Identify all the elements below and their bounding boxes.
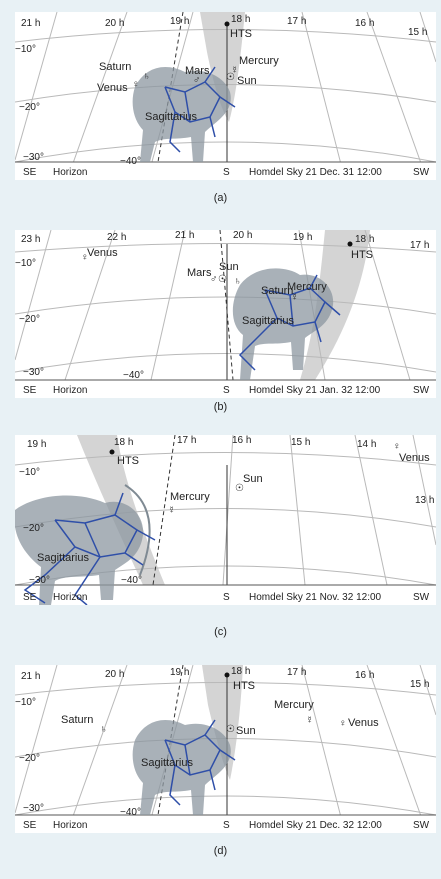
sky-chart-a <box>15 12 436 180</box>
mercury-icon: ☿ <box>291 292 299 303</box>
mars-icon: ♂ <box>193 75 201 86</box>
object-label-venus: Venus <box>87 247 118 259</box>
hts-label: HTS <box>351 249 373 261</box>
venus-icon: ♀ <box>81 252 89 263</box>
ra-label: 16 h <box>355 18 375 29</box>
chart-footer <box>23 820 430 831</box>
dec-label: −20° <box>19 753 40 764</box>
ra-label: 20 h <box>233 230 253 241</box>
mars-icon: ♂ <box>210 274 218 285</box>
chart-footer <box>23 167 430 178</box>
hts-marker <box>348 242 353 247</box>
chart-footer <box>23 385 430 396</box>
footer-direction-right: SW <box>413 167 430 178</box>
mercury-icon: ☿ <box>231 65 239 76</box>
dec-label: −10° <box>15 697 36 708</box>
object-label-venus: Venus <box>399 452 430 464</box>
ra-label: 16 h <box>232 435 252 446</box>
ra-label: 20 h <box>105 18 125 29</box>
mercury-icon: ☿ <box>168 505 176 516</box>
footer-direction-left: SE <box>23 820 37 831</box>
sky-chart-d <box>15 665 436 833</box>
ra-label: 19 h <box>27 439 47 450</box>
footer-direction-right: SW <box>413 820 430 831</box>
dec-label: −30° <box>29 575 50 586</box>
sun-icon: ☉ <box>226 72 235 83</box>
ra-label: 19 h <box>170 16 190 27</box>
sun-icon: ☉ <box>218 274 227 285</box>
panel-caption-d: (d) <box>213 845 228 857</box>
ra-label: 21 h <box>175 230 195 241</box>
hts-marker <box>225 673 230 678</box>
ra-label: 15 h <box>410 679 430 690</box>
footer-info: Homdel Sky 21 Nov. 32 12:00 <box>249 592 382 603</box>
object-label-mercury: Mercury <box>274 699 314 711</box>
saturn-icon: ♄ <box>143 71 151 82</box>
chart-footer <box>23 592 430 603</box>
hts-label: HTS <box>233 680 255 692</box>
ra-label: 14 h <box>357 439 377 450</box>
venus-icon: ♀ <box>339 718 347 729</box>
ra-label: 18 h <box>231 14 251 25</box>
ra-label: 13 h <box>415 495 435 506</box>
saturn-icon: ♄ <box>100 724 108 735</box>
sky-chart-panel-a <box>15 12 436 180</box>
ra-label: 19 h <box>293 232 313 243</box>
object-label-mars: Mars <box>185 65 210 77</box>
dec-label: −20° <box>19 314 40 325</box>
dec-label: −40° <box>120 807 141 818</box>
hts-marker <box>225 22 230 27</box>
ra-label: 21 h <box>21 671 41 682</box>
footer-horizon: Horizon <box>53 385 88 396</box>
footer-info: Homdel Sky 21 Dec. 32 12:00 <box>249 820 382 831</box>
sky-chart-panel-d <box>15 665 436 833</box>
object-label-venus: Venus <box>97 82 128 94</box>
sky-chart-panel-c <box>15 435 436 605</box>
footer-direction-center: S <box>223 167 230 178</box>
ra-label: 18 h <box>231 666 251 677</box>
sky-chart-c <box>15 435 436 605</box>
ra-label: 17 h <box>287 667 307 678</box>
ra-label: 19 h <box>170 667 190 678</box>
hts-marker <box>110 450 115 455</box>
constellation-label: Sagittarius <box>37 552 89 564</box>
sun-icon: ☉ <box>235 483 244 494</box>
object-label-mercury: Mercury <box>239 55 279 67</box>
footer-direction-center: S <box>223 592 230 603</box>
dec-label: −40° <box>121 575 142 586</box>
footer-direction-left: SE <box>23 167 37 178</box>
panel-caption-a: (a) <box>213 192 228 204</box>
dec-label: −20° <box>23 523 44 534</box>
sky-chart-panel-b <box>15 230 436 398</box>
ra-label: 21 h <box>21 18 41 29</box>
dec-label: −20° <box>19 102 40 113</box>
venus-icon: ♀ <box>132 79 140 90</box>
ra-label: 18 h <box>114 437 134 448</box>
footer-direction-right: SW <box>413 385 430 396</box>
object-label-saturn: Saturn <box>61 714 94 726</box>
object-label-sun: Sun <box>243 473 263 485</box>
constellation-label: Sagittarius <box>141 757 193 769</box>
footer-horizon: Horizon <box>53 592 88 603</box>
footer-direction-center: S <box>223 385 230 396</box>
ra-label: 22 h <box>107 232 127 243</box>
dec-label: −30° <box>23 367 44 378</box>
footer-horizon: Horizon <box>53 820 88 831</box>
saturn-icon: ♄ <box>234 276 242 287</box>
dec-label: −30° <box>23 152 44 163</box>
object-label-mercury: Mercury <box>287 281 327 293</box>
ra-label: 15 h <box>408 27 428 38</box>
ra-label: 17 h <box>177 435 197 446</box>
ra-label: 18 h <box>355 234 375 245</box>
footer-info: Homdel Sky 21 Jan. 32 12:00 <box>249 385 381 396</box>
ra-label: 15 h <box>291 437 311 448</box>
footer-direction-right: SW <box>413 592 430 603</box>
object-label-venus: Venus <box>348 717 379 729</box>
mercury-icon: ☿ <box>306 715 314 726</box>
object-label-sun: Sun <box>237 75 257 87</box>
ra-label: 17 h <box>287 16 307 27</box>
footer-direction-left: SE <box>23 592 37 603</box>
hts-label: HTS <box>117 455 139 467</box>
footer-horizon: Horizon <box>53 167 88 178</box>
ra-label: 17 h <box>410 240 430 251</box>
object-label-sun: Sun <box>236 725 256 737</box>
ra-label: 20 h <box>105 669 125 680</box>
panel-caption-c: (c) <box>214 626 227 638</box>
panel-caption-b: (b) <box>213 401 228 413</box>
dec-label: −30° <box>23 803 44 814</box>
object-label-saturn: Saturn <box>261 285 294 297</box>
footer-info: Homdel Sky 21 Dec. 31 12:00 <box>249 167 382 178</box>
dec-label: −10° <box>19 467 40 478</box>
constellation-label: Sagittarius <box>145 111 197 123</box>
hts-label: HTS <box>230 28 252 40</box>
footer-direction-left: SE <box>23 385 37 396</box>
object-label-mars: Mars <box>187 267 212 279</box>
footer-direction-center: S <box>223 820 230 831</box>
ra-label: 23 h <box>21 234 41 245</box>
dec-label: −40° <box>123 370 144 381</box>
sun-icon: ☉ <box>226 724 235 735</box>
sky-chart-b <box>15 230 436 398</box>
object-label-saturn: Saturn <box>99 61 132 73</box>
object-label-sun: Sun <box>219 261 239 273</box>
ra-label: 16 h <box>355 670 375 681</box>
venus-icon: ♀ <box>393 441 401 452</box>
object-label-mercury: Mercury <box>170 491 210 503</box>
dec-label: −10° <box>15 258 36 269</box>
dec-label: −40° <box>120 156 141 167</box>
constellation-label: Sagittarius <box>242 315 294 327</box>
dec-label: −10° <box>15 44 36 55</box>
